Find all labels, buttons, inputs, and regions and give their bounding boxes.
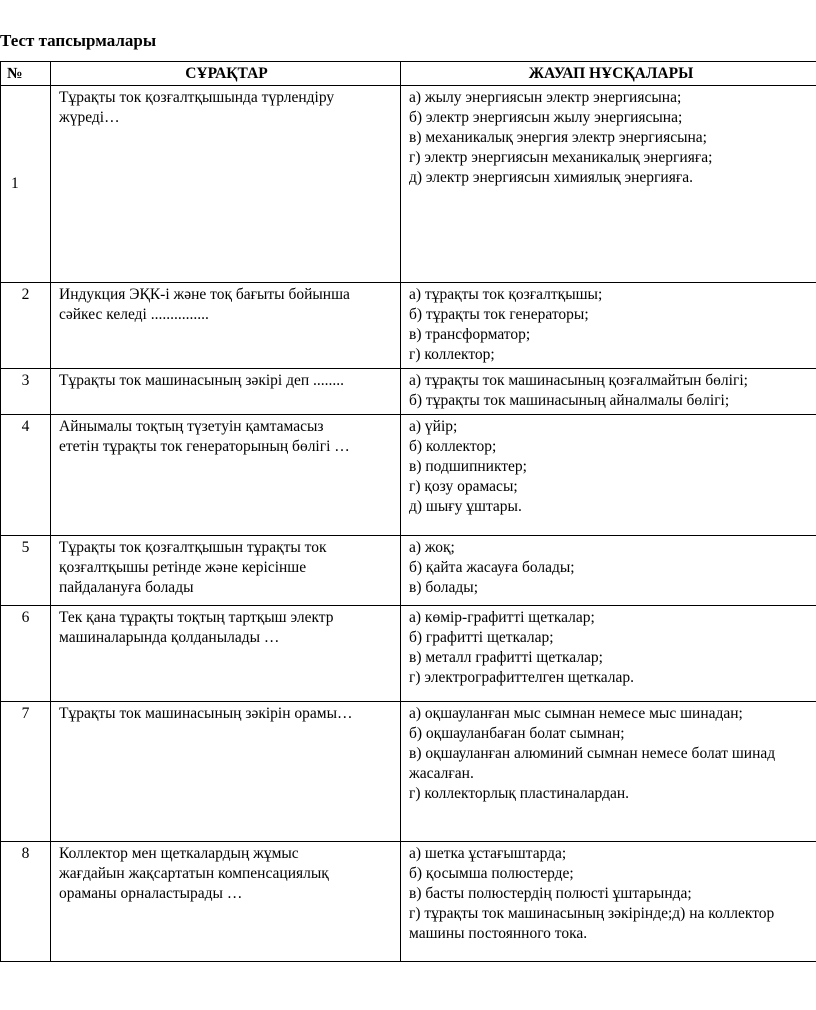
question-text-line: Тұрақты ток қозғалтқышында түрлендіру xyxy=(59,89,335,106)
question-text-line: ораманы орналастырады … xyxy=(59,885,243,902)
answer-option: машины постоянного тока. xyxy=(409,925,588,942)
answer-option: б) қайта жасауға болады; xyxy=(409,559,575,576)
answer-option: д) шығу ұштары. xyxy=(409,498,522,515)
answers-cell xyxy=(401,842,816,962)
answer-option: д) электр энергиясын химиялық энергияға. xyxy=(409,169,693,186)
answers-cell xyxy=(401,702,816,842)
table-row xyxy=(1,86,816,283)
answer-option: жасалған. xyxy=(409,765,474,782)
question-cell xyxy=(51,86,401,283)
table-body xyxy=(1,86,816,962)
answer-option: б) тұрақты ток машинасының айналмалы бөлігі; xyxy=(409,392,730,409)
answer-option: г) коллектор; xyxy=(409,346,495,363)
answer-option: б) тұрақты ток генераторы; xyxy=(409,306,589,323)
test-table xyxy=(0,61,816,962)
question-cell xyxy=(51,842,401,962)
question-cell xyxy=(51,415,401,536)
answers-cell xyxy=(401,606,816,702)
table-row xyxy=(1,702,816,842)
answer-option: г) тұрақты ток машинасының зәкірінде;д) на коллектор xyxy=(409,905,775,922)
answer-option: а) тұрақты ток қозғалтқышы; xyxy=(409,286,603,303)
answer-option: в) трансформатор; xyxy=(409,326,531,343)
table-row xyxy=(1,283,816,369)
answers-cell xyxy=(401,536,816,606)
question-cell xyxy=(51,536,401,606)
question-text-line: жүреді… xyxy=(59,109,120,126)
question-number: 8 xyxy=(1,842,51,962)
question-cell xyxy=(51,283,401,369)
answer-option: б) оқшауланбаған болат сымнан; xyxy=(409,725,625,742)
answer-option: в) оқшауланған алюминий сымнан немесе болат шинад xyxy=(409,745,776,762)
answer-option: б) коллектор; xyxy=(409,438,497,455)
question-text-line: машиналарында қолданылады … xyxy=(59,629,280,646)
answer-option: г) электр энергиясын механикалық энергияға; xyxy=(409,149,713,166)
answer-option: а) шетка ұстағыштарда; xyxy=(409,845,567,862)
question-cell xyxy=(51,702,401,842)
answer-option: в) басты полюстердің полюсті ұштарында; xyxy=(409,885,692,902)
question-text-line: ететін тұрақты ток генераторының бөлігі … xyxy=(59,438,350,455)
question-cell xyxy=(51,606,401,702)
table-row xyxy=(1,842,816,962)
question-number: 2 xyxy=(1,283,51,369)
answers-cell xyxy=(401,86,816,283)
answer-option: г) қозу орамасы; xyxy=(409,478,518,495)
question-text-line: Айнымалы тоқтың түзетуін қамтамасыз xyxy=(59,418,324,435)
answer-option: а) жылу энергиясын электр энергиясына; xyxy=(409,89,682,106)
answer-option: в) механикалық энергия электр энергиясына; xyxy=(409,129,707,146)
table-row xyxy=(1,369,816,415)
table-header-row xyxy=(1,62,816,86)
answer-option: г) коллекторлық пластиналардан. xyxy=(409,785,630,802)
answer-option: б) графитті щеткалар; xyxy=(409,629,554,646)
question-number: 3 xyxy=(1,369,51,415)
answers-cell xyxy=(401,283,816,369)
questions-column-header: СҰРАҚТАР xyxy=(51,62,401,86)
answer-option: б) қосымша полюстерде; xyxy=(409,865,574,882)
answer-option: а) көмір-графитті щеткалар; xyxy=(409,609,595,626)
number-column-header: № xyxy=(1,62,51,86)
table-row xyxy=(1,606,816,702)
table-row xyxy=(1,415,816,536)
answers-cell xyxy=(401,415,816,536)
question-text-line: Тұрақты ток машинасының зәкірін орамы… xyxy=(59,705,353,722)
answers-column-header: ЖАУАП НҰСҚАЛАРЫ xyxy=(401,62,816,86)
question-text-line: Тұрақты ток қозғалтқышын тұрақты ток xyxy=(59,539,327,556)
question-text-line: қозғалтқышы ретінде және керісінше xyxy=(59,559,307,576)
table-row xyxy=(1,536,816,606)
question-number: 5 xyxy=(1,536,51,606)
question-text-line: Тек қана тұрақты тоқтың тартқыш электр xyxy=(59,609,334,626)
answer-option: г) электрографиттелген щеткалар. xyxy=(409,669,634,686)
question-cell xyxy=(51,369,401,415)
question-number: 1 xyxy=(1,86,51,283)
question-text-line: Тұрақты ток машинасының зәкірі деп ........ xyxy=(59,372,345,389)
answers-cell xyxy=(401,369,816,415)
question-text-line: сәйкес келеді ............... xyxy=(59,306,209,323)
question-text-line: Коллектор мен щеткалардың жұмыс xyxy=(59,845,299,862)
question-number: 6 xyxy=(1,606,51,702)
question-text-line: жағдайын жақсартатын компенсациялық xyxy=(59,865,329,882)
answer-option: б) электр энергиясын жылу энергиясына; xyxy=(409,109,683,126)
answer-option: в) подшипниктер; xyxy=(409,458,527,475)
answer-option: в) болады; xyxy=(409,579,479,596)
answer-option: в) металл графитті щеткалар; xyxy=(409,649,603,666)
question-number: 7 xyxy=(1,702,51,842)
question-number: 4 xyxy=(1,415,51,536)
page-title: Тест тапсырмалары xyxy=(0,31,157,50)
answer-option: а) үйір; xyxy=(409,418,458,435)
answer-option: а) оқшауланған мыс сымнан немесе мыс шинадан; xyxy=(409,705,743,722)
answer-option: а) жоқ; xyxy=(409,539,455,556)
question-text-line: пайдалануға болады xyxy=(59,579,194,596)
answer-option: а) тұрақты ток машинасының қозғалмайтын бөлігі; xyxy=(409,372,748,389)
question-text-line: Индукция ЭҚК-і және тоқ бағыты бойынша xyxy=(59,286,350,303)
